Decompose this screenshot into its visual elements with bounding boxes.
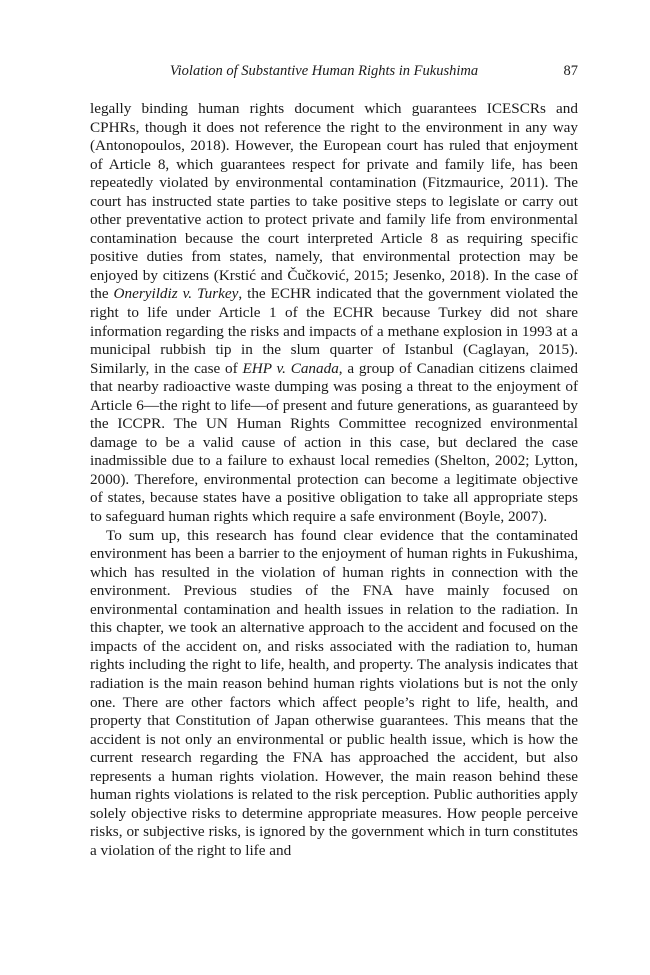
case-name-oneryildiz: Oneryildiz v. Turkey [113,285,239,303]
paragraph-environment-law [90,100,578,527]
text-run: To sum up, this research has found clear evidence that the contaminated environment has been a barrier to the enjoyment of human rights in Fukushima, which has resulted in the violation of human rights in connection with the environment. Previous studies of the FNA have mainly focused on environmental contamination and health issues in relation to the radiation. In this chapter, we took an alternative approach to the accident and focused on the impacts of the accident on, and risks associated with the radiation to, human rights including the right to life, health, and property. The analysis indicates that radiation is the main reason behind human rights violations but is not the only one. There are other factors which affect people’s right to life, health, and property that Constitution of Japan otherwise guarantees. This means that the accident is not only an environmental or public health issue, which is how the current research regarding the FNA has approached the accident, but also represents a human rights violation. However, the main reason behind these human rights violations is related to the risk perception. Public authorities apply solely objective risks to determine appropriate measures. How people perceive risks, or subjective risks, is ignored by the government which in turn constitutes a violation of the right to life and [90,526,578,859]
case-name-ehp: EHP v. Canada [242,359,339,377]
text-run: legally binding human rights document which guarantees ICESCRs and CPHRs, though it does not reference the right to the environment in any way (Antonopoulos, 2018). However, the European court has ruled that enjoyment of Article 8, which guarantees respect for private and family life, has been repeatedly violated by environmental contamination (Fitzmaurice, 2011). The court has instructed state parties to take positive steps to legislate or carry out other preventative action to protect private and family life from environmental contamination because the court interpreted Article 8 as requiring specific positive duties from states, namely, that environmental protection may be enjoyed by citizens (Krstić and Čučković, 2015; Jesenko, 2018). In the case of the [90,100,578,303]
running-title: Violation of Substantive Human Rights in Fukushima [169,63,479,79]
text-run: , the ECHR indicated that the government violated the right to life under Article 1 of the ECHR because Turkey did not share information regarding the risks and impacts of a methane explosion in 1993 at a municipal rubbish tip in the slum quarter of Istanbul (Caglayan, 2015). Similarly, in the case of [90,285,578,377]
text-run: , a group of Canadian citizens claimed that nearby radioactive waste dumping was posing a threat to the enjoyment of Article 6—the right to life—of present and future generations, as guaranteed by the ICCPR. The UN Human Rights Committee recognized environmental damage to be a valid cause of action in this case, but declared the case inadmissible due to a failure to exhaust local remedies (Shelton, 2002; Lytton, 2000). Therefore, environmental protection can become a legitimate objective of states, because states have a positive obligation to take all appropriate steps to safeguard human rights which require a safe environment (Boyle, 2007). [90,359,578,526]
paragraph-summary [90,527,578,861]
page-number: 87 [563,63,578,79]
body-text [90,100,578,860]
running-header [90,60,578,82]
